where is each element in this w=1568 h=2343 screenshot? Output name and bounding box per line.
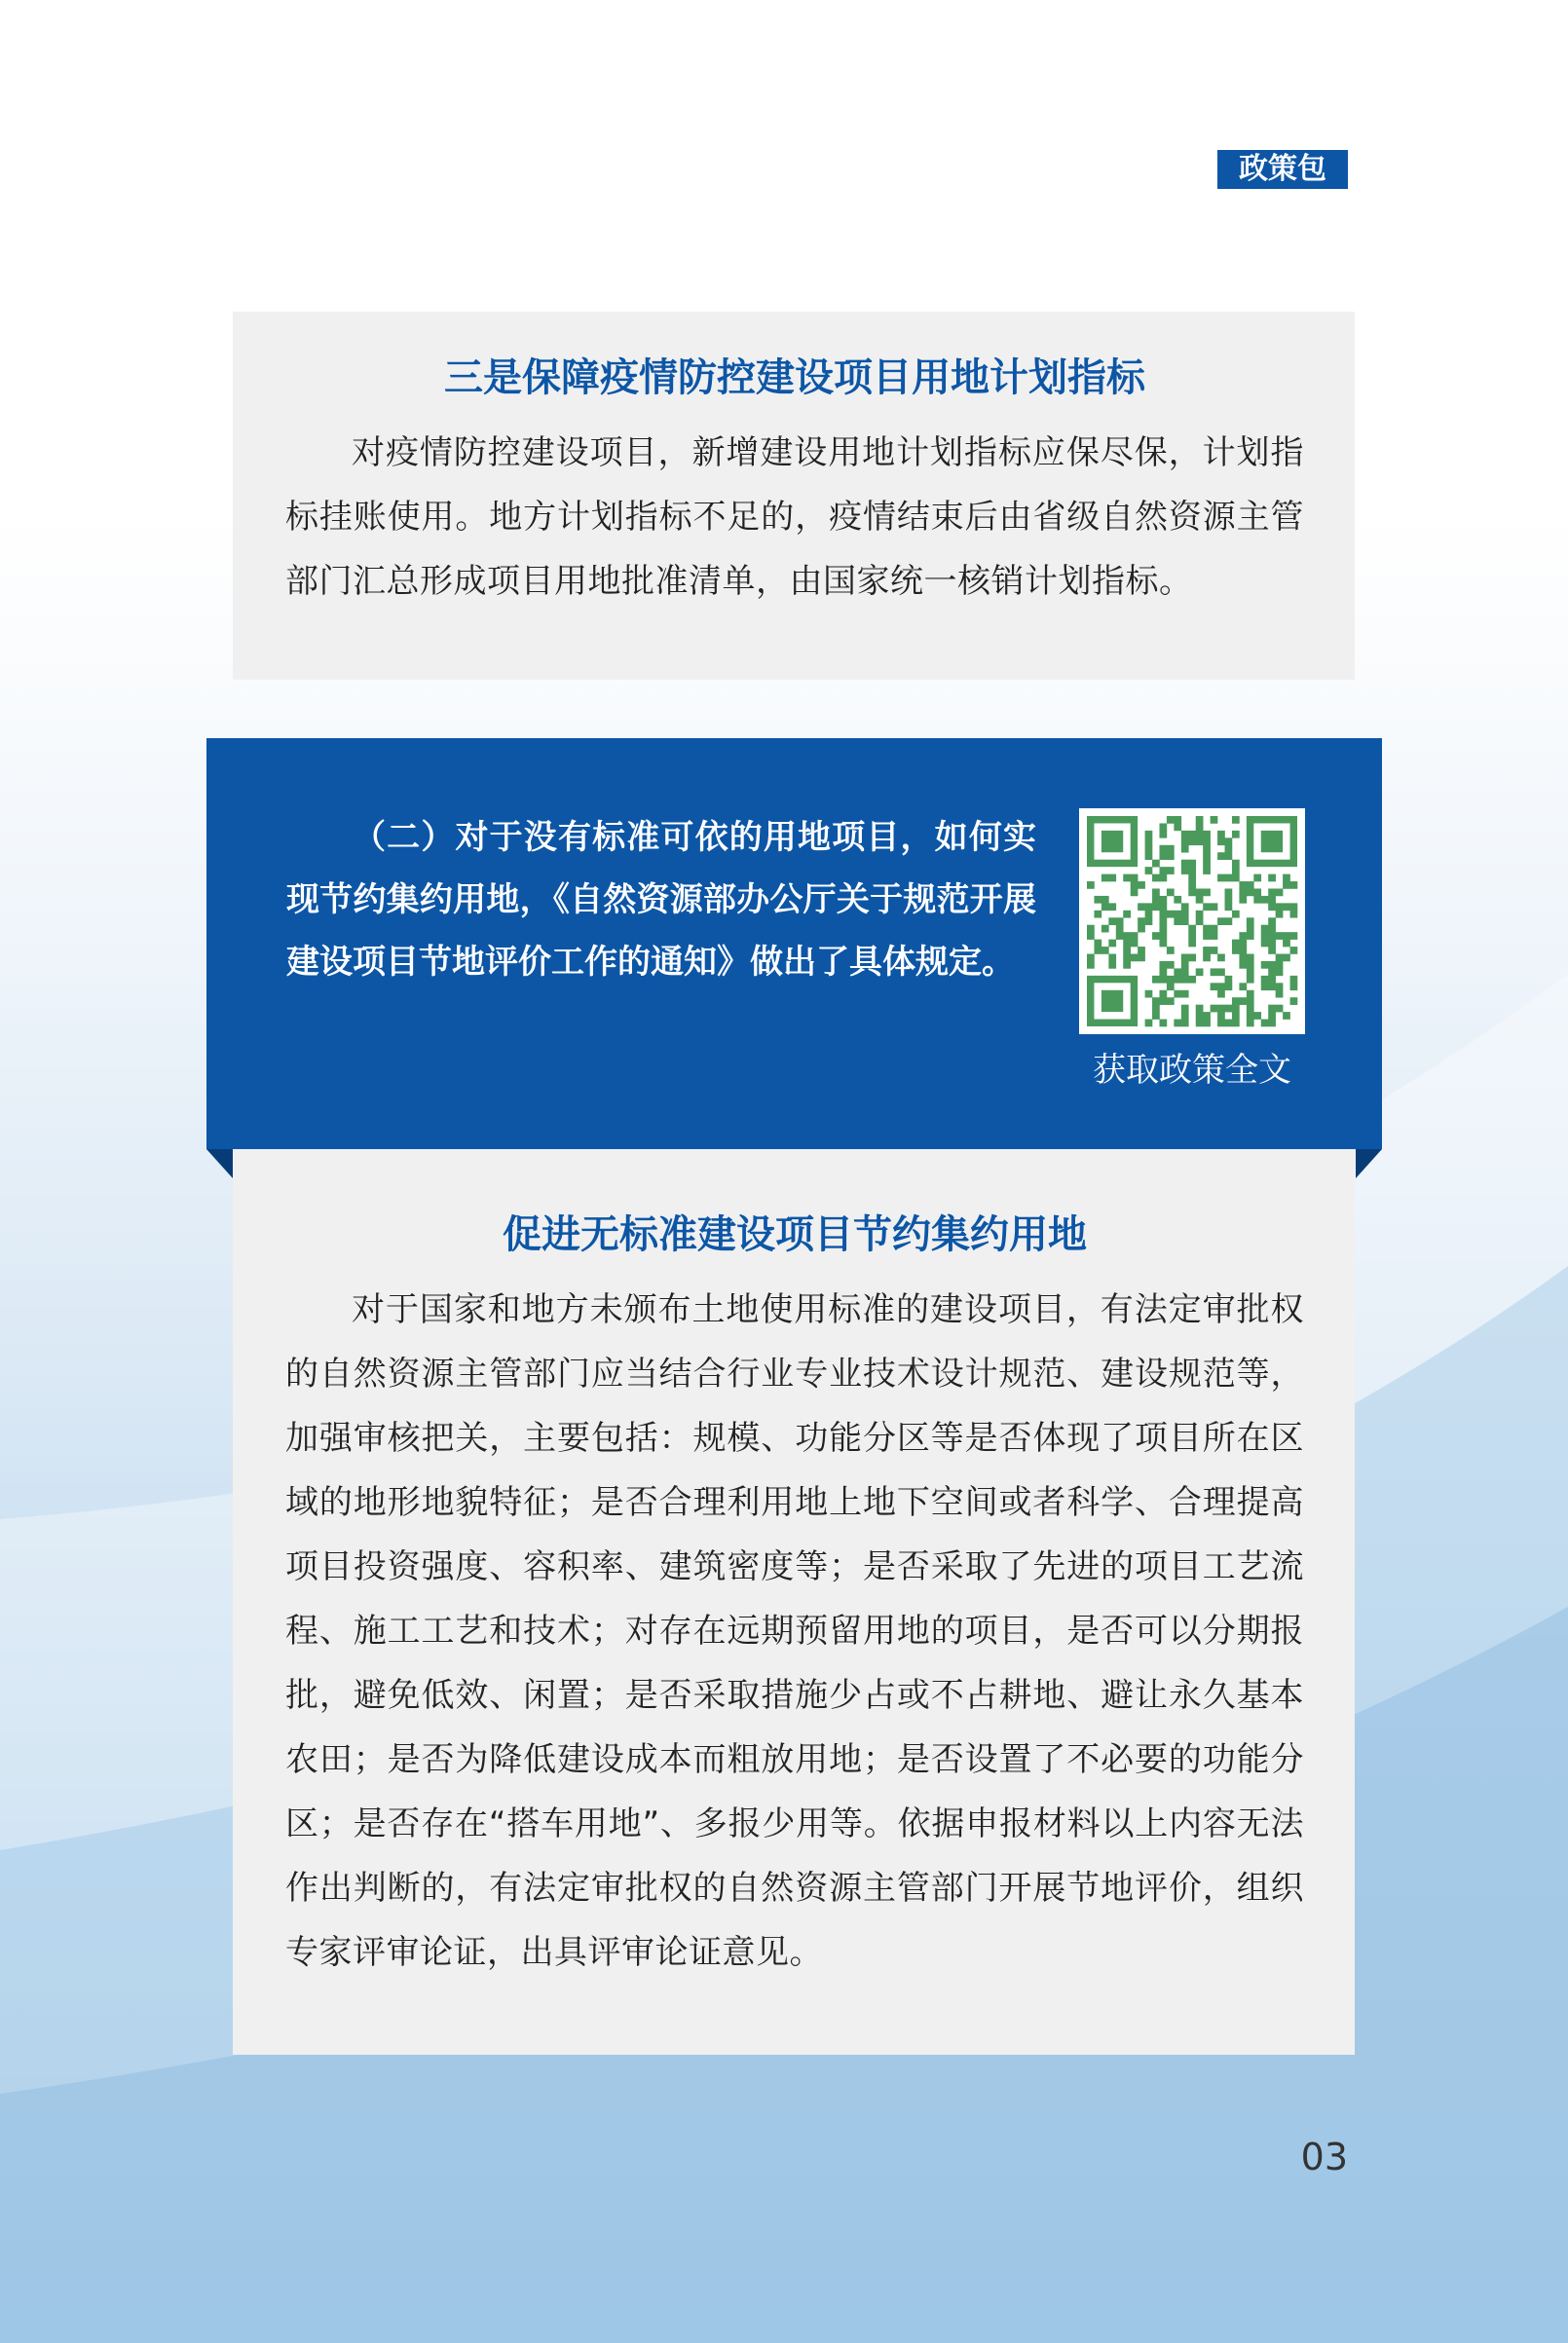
box-body: 对疫情防控建设项目，新增建设用地计划指标应保尽保，计划指标挂账使用。地方计划指标不足的，疫情结束后由省级自然资源主管部门汇总形成项目用地批准清单，由国家统一核销计划指标。 xyxy=(285,433,1304,601)
box-title: 促进无标准建设项目节约集约用地 xyxy=(503,1211,1087,1257)
section-badge: 政策包 xyxy=(1217,150,1348,189)
banner-fold-left xyxy=(206,1149,233,1178)
banner-text: （二）对于没有标准可依的用地项目，如何实现节约集约用地，《自然资源部办公厅关于规范开展建设项目节地评价工作的通知》做出了具体规定。 xyxy=(286,818,1036,982)
highlight-banner xyxy=(206,738,1382,1149)
policy-box-land-saving xyxy=(233,1149,1355,2055)
box-body: 对于国家和地方未颁布土地使用标准的建设项目，有法定审批权的自然资源主管部门应当结合行业专业技术设计规范、建设规范等，加强审核把关，主要包括：规模、功能分区等是否体现了项目所在区域的地形地貌特征；是否合理利用地上地下空间或者科学、合理提高项目投资强度、容积率、建筑密度等；是否采取了先进的项目工艺流程、施工工艺和技术；对存在远期预留用地的项目，是否可以分期报批，避免低效、闲置；是否采取措施少占或不占耕地、避让永久基本农田；是否为降低建设成本而粗放用地；是否设置了不必要的功能分区；是否存在“搭车用地”、多报少用等。依据申报材料以上内容无法作出判断的，有法定审批权的自然资源主管部门开展节地评价，组织专家评审论证，出具评审论证意见。 xyxy=(285,1290,1304,1972)
qr-label: 获取政策全文 xyxy=(1093,1051,1291,1090)
banner-fold-right xyxy=(1356,1149,1382,1178)
policy-box-plan-indicators xyxy=(233,312,1355,680)
qr-code-icon[interactable] xyxy=(1079,808,1305,1034)
page-number: 03 xyxy=(1300,2136,1348,2178)
box-title: 三是保障疫情防控建设项目用地计划指标 xyxy=(444,354,1145,400)
